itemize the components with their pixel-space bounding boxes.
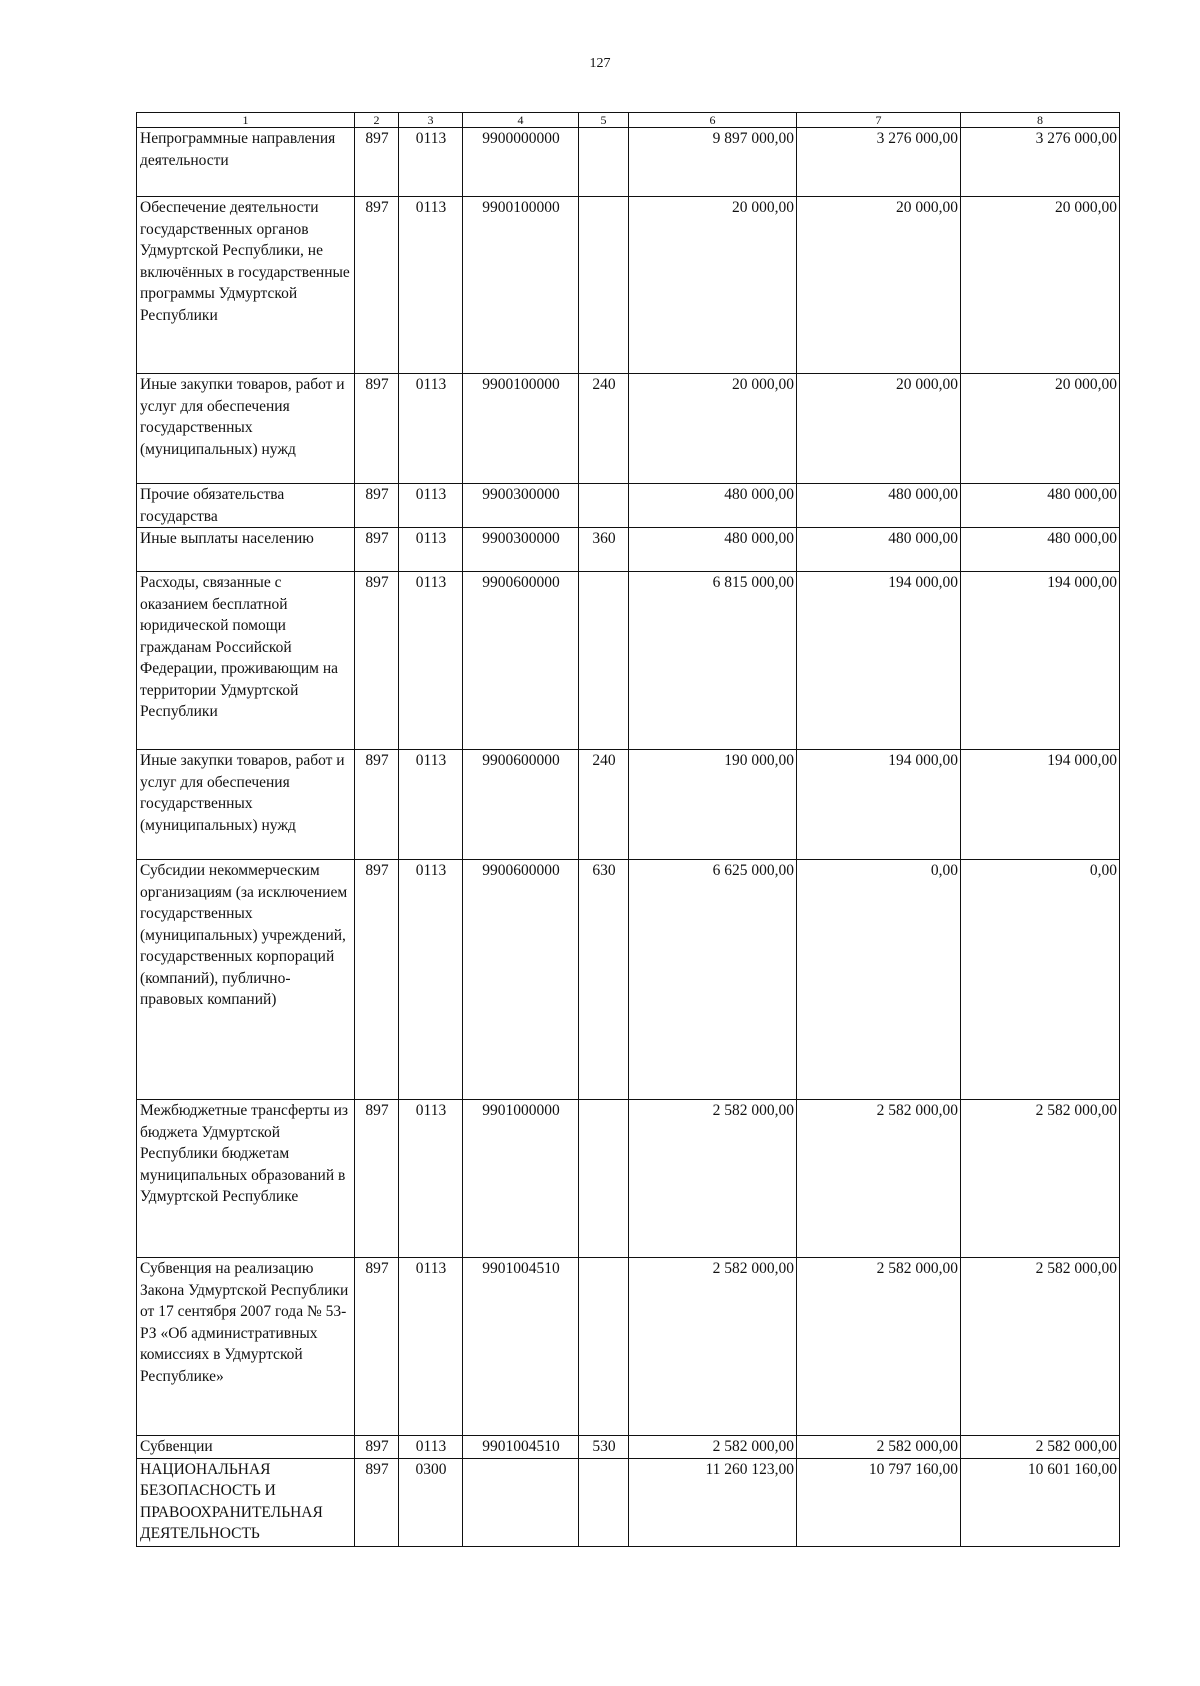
cell-ved: 897	[355, 128, 399, 197]
cell-sum-1: 11 260 123,00	[629, 1458, 797, 1546]
cell-ved: 897	[355, 374, 399, 484]
table-row	[137, 528, 1120, 572]
cell-csr: 9900600000	[463, 572, 579, 750]
cell-sum-1: 480 000,00	[629, 528, 797, 572]
column-number: 2	[355, 113, 399, 128]
row-name: Иные закупки товаров, работ и услуг для обеспечения государственных (муниципальных) нужд	[137, 374, 355, 484]
table-row	[137, 1436, 1120, 1459]
cell-ved: 897	[355, 860, 399, 1100]
cell-sum-1: 6 625 000,00	[629, 860, 797, 1100]
cell-razdel: 0113	[399, 860, 463, 1100]
cell-sum-2: 20 000,00	[797, 374, 961, 484]
cell-csr: 9900600000	[463, 860, 579, 1100]
cell-vr: 240	[579, 374, 629, 484]
cell-sum-1: 20 000,00	[629, 197, 797, 374]
column-number: 6	[629, 113, 797, 128]
cell-sum-3: 0,00	[961, 860, 1120, 1100]
row-name: Непрограммные направления деятельности	[137, 128, 355, 197]
cell-ved: 897	[355, 484, 399, 528]
cell-csr: 9900600000	[463, 750, 579, 860]
cell-vr	[579, 572, 629, 750]
budget-table	[136, 112, 1120, 1547]
row-name: Субвенция на реализацию Закона Удмуртской Республики от 17 сентября 2007 года № 53-РЗ «Об административных комиссиях в Удмуртской Республике»	[137, 1258, 355, 1436]
cell-csr: 9900300000	[463, 484, 579, 528]
row-name: Межбюджетные трансферты из бюджета Удмуртской Республики бюджетам муниципальных образований в Удмуртской Республике	[137, 1100, 355, 1258]
cell-vr: 240	[579, 750, 629, 860]
cell-sum-2: 480 000,00	[797, 528, 961, 572]
cell-sum-1: 2 582 000,00	[629, 1258, 797, 1436]
column-number: 4	[463, 113, 579, 128]
cell-razdel: 0113	[399, 197, 463, 374]
table-row	[137, 1100, 1120, 1258]
cell-sum-2: 10 797 160,00	[797, 1458, 961, 1546]
cell-razdel: 0113	[399, 1258, 463, 1436]
table-row	[137, 1258, 1120, 1436]
row-name: Прочие обязательства государства	[137, 484, 355, 528]
cell-razdel: 0113	[399, 572, 463, 750]
cell-sum-1: 9 897 000,00	[629, 128, 797, 197]
cell-sum-3: 2 582 000,00	[961, 1436, 1120, 1459]
row-name: Иные выплаты населению	[137, 528, 355, 572]
table-row	[137, 484, 1120, 528]
cell-sum-2: 194 000,00	[797, 750, 961, 860]
cell-sum-3: 194 000,00	[961, 572, 1120, 750]
cell-ved: 897	[355, 1436, 399, 1459]
cell-sum-3: 20 000,00	[961, 374, 1120, 484]
cell-csr: 9900300000	[463, 528, 579, 572]
cell-vr	[579, 1258, 629, 1436]
cell-csr: 9900100000	[463, 197, 579, 374]
row-name: Расходы, связанные с оказанием бесплатной юридической помощи гражданам Российской Федерации, проживающим на территории Удмуртской Республики	[137, 572, 355, 750]
cell-sum-2: 2 582 000,00	[797, 1436, 961, 1459]
cell-razdel: 0113	[399, 1436, 463, 1459]
row-name: Субвенции	[137, 1436, 355, 1459]
cell-sum-3: 480 000,00	[961, 484, 1120, 528]
column-number: 5	[579, 113, 629, 128]
cell-ved: 897	[355, 750, 399, 860]
cell-sum-2: 20 000,00	[797, 197, 961, 374]
table-row	[137, 128, 1120, 197]
cell-sum-2: 2 582 000,00	[797, 1258, 961, 1436]
table-row	[137, 860, 1120, 1100]
table-row	[137, 750, 1120, 860]
cell-sum-1: 190 000,00	[629, 750, 797, 860]
cell-sum-1: 480 000,00	[629, 484, 797, 528]
cell-ved: 897	[355, 197, 399, 374]
cell-vr	[579, 197, 629, 374]
cell-sum-3: 3 276 000,00	[961, 128, 1120, 197]
cell-csr: 9901000000	[463, 1100, 579, 1258]
cell-razdel: 0300	[399, 1458, 463, 1546]
column-number: 8	[961, 113, 1120, 128]
cell-sum-3: 10 601 160,00	[961, 1458, 1120, 1546]
cell-csr: 9901004510	[463, 1436, 579, 1459]
cell-vr	[579, 484, 629, 528]
cell-csr: 9900000000	[463, 128, 579, 197]
cell-razdel: 0113	[399, 1100, 463, 1258]
row-name: Иные закупки товаров, работ и услуг для обеспечения государственных (муниципальных) нужд	[137, 750, 355, 860]
column-number: 7	[797, 113, 961, 128]
page-number: 127	[589, 56, 611, 71]
cell-vr: 360	[579, 528, 629, 572]
cell-ved: 897	[355, 1100, 399, 1258]
cell-vr: 630	[579, 860, 629, 1100]
column-number: 1	[137, 113, 355, 128]
cell-sum-2: 2 582 000,00	[797, 1100, 961, 1258]
table-row	[137, 1458, 1120, 1546]
row-name: НАЦИОНАЛЬНАЯ БЕЗОПАСНОСТЬ И ПРАВООХРАНИТЕЛЬНАЯ ДЕЯТЕЛЬНОСТЬ	[137, 1458, 355, 1546]
cell-razdel: 0113	[399, 374, 463, 484]
table-row	[137, 374, 1120, 484]
cell-ved: 897	[355, 528, 399, 572]
row-name: Обеспечение деятельности государственных органов Удмуртской Республики, не включённых в государственные программы Удмуртской Республики	[137, 197, 355, 374]
cell-ved: 897	[355, 1458, 399, 1546]
table-row	[137, 197, 1120, 374]
cell-razdel: 0113	[399, 484, 463, 528]
cell-sum-3: 2 582 000,00	[961, 1258, 1120, 1436]
cell-sum-2: 3 276 000,00	[797, 128, 961, 197]
cell-sum-2: 0,00	[797, 860, 961, 1100]
cell-sum-1: 6 815 000,00	[629, 572, 797, 750]
cell-sum-3: 480 000,00	[961, 528, 1120, 572]
cell-razdel: 0113	[399, 128, 463, 197]
cell-sum-1: 20 000,00	[629, 374, 797, 484]
cell-sum-2: 480 000,00	[797, 484, 961, 528]
cell-csr: 9901004510	[463, 1258, 579, 1436]
cell-sum-3: 2 582 000,00	[961, 1100, 1120, 1258]
cell-csr: 9900100000	[463, 374, 579, 484]
cell-sum-3: 194 000,00	[961, 750, 1120, 860]
cell-vr	[579, 1100, 629, 1258]
cell-ved: 897	[355, 572, 399, 750]
cell-vr	[579, 128, 629, 197]
cell-razdel: 0113	[399, 528, 463, 572]
cell-vr: 530	[579, 1436, 629, 1459]
cell-razdel: 0113	[399, 750, 463, 860]
cell-ved: 897	[355, 1258, 399, 1436]
column-number: 3	[399, 113, 463, 128]
table-row	[137, 572, 1120, 750]
cell-sum-3: 20 000,00	[961, 197, 1120, 374]
cell-sum-1: 2 582 000,00	[629, 1100, 797, 1258]
cell-vr	[579, 1458, 629, 1546]
cell-sum-1: 2 582 000,00	[629, 1436, 797, 1459]
column-number-row	[137, 113, 1120, 128]
cell-csr	[463, 1458, 579, 1546]
cell-sum-2: 194 000,00	[797, 572, 961, 750]
row-name: Субсидии некоммерческим организациям (за исключением государственных (муниципальных) учреждений, государственных корпораций (компаний), публично-правовых компаний)	[137, 860, 355, 1100]
